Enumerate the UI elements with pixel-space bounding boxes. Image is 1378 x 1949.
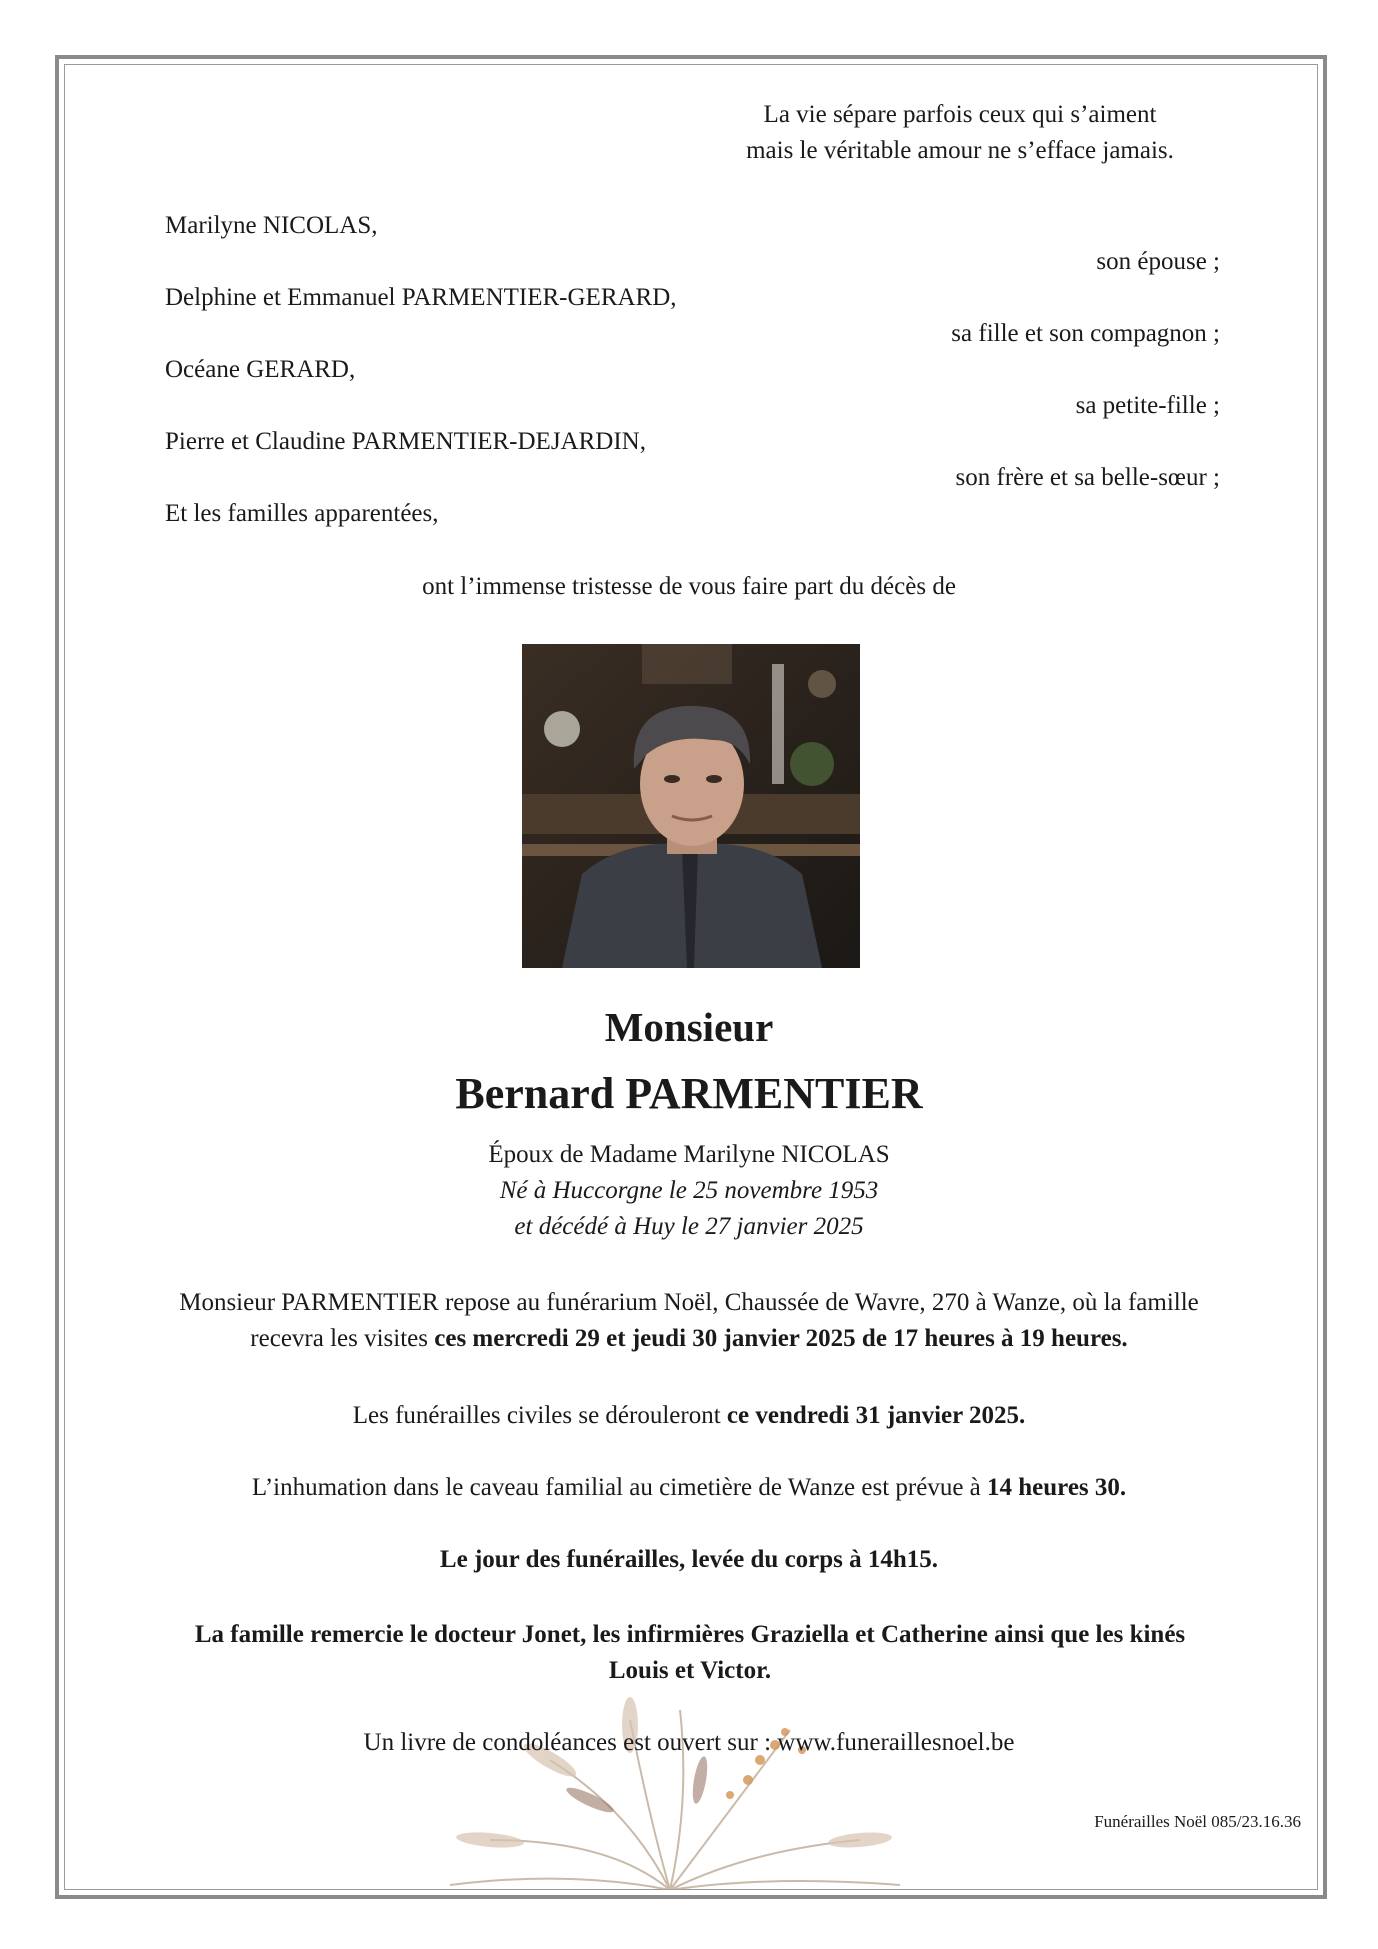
epigraph-line-2: mais le véritable amour ne s’efface jamais. (746, 137, 1174, 164)
family-name-2: Delphine et Emmanuel PARMENTIER-GERARD, (165, 284, 677, 311)
floral-decoration (430, 1690, 910, 1890)
epigraph-line-1: La vie sépare parfois ceux qui s’aiment (763, 101, 1157, 128)
rest-text: Monsieur PARMENTIER repose au funérarium Noël, Chaussée de Wavre, 270 à Wanze, où la famille recevra les visites (179, 1289, 1199, 1352)
family-role-4: son frère et sa belle-sœur ; (955, 464, 1220, 491)
family-role-2: sa fille et son compagnon ; (951, 320, 1220, 347)
funeral-date: ce vendredi 31 janvier 2025. (726, 1402, 1026, 1429)
family-name-4: Pierre et Claudine PARMENTIER-DEJARDIN, (165, 428, 646, 455)
funeral-text: Les funérailles civiles se dérouleront (352, 1402, 727, 1429)
deceased-spouse: Époux de Madame Marilyne NICOLAS (488, 1141, 890, 1168)
deceased-name: Bernard PARMENTIER (455, 1069, 923, 1118)
family-name-5: Et les familles apparentées, (165, 500, 439, 527)
announcement: ont l’immense tristesse de vous faire part du décès de (422, 573, 956, 600)
family-role-1: son épouse ; (1096, 248, 1220, 275)
thanks-paragraph: La famille remercie le docteur Jonet, les infirmières Graziella et Catherine ainsi que les kinés Louis et Victor. (194, 1621, 1186, 1684)
portrait-photo (522, 644, 860, 968)
rest-paragraph (140, 1285, 1238, 1357)
rest-visit-dates: ces mercredi 29 et jeudi 30 janvier 2025 de 17 heures à 19 heures. (434, 1325, 1128, 1352)
deceased-died: et décédé à Huy le 27 janvier 2025 (514, 1213, 864, 1240)
burial-paragraph (0, 1473, 1378, 1503)
family-name-3: Océane GERARD, (165, 356, 356, 383)
footer-contact: Funérailles Noël 085/23.16.36 (1094, 1812, 1301, 1831)
deceased-born: Né à Huccorgne le 25 novembre 1953 (499, 1177, 879, 1204)
deceased-title: Monsieur (604, 1004, 774, 1050)
funeral-paragraph (0, 1401, 1378, 1431)
burial-time: 14 heures 30. (987, 1474, 1127, 1501)
family-name-1: Marilyne NICOLAS, (165, 212, 378, 239)
burial-text: L’inhumation dans le caveau familial au cimetière de Wanze est prévue à (251, 1474, 988, 1501)
condolences-line: Un livre de condoléances est ouvert sur : www.funeraillesnoel.be (363, 1729, 1015, 1756)
family-role-3: sa petite-fille ; (1075, 392, 1220, 419)
levee-paragraph: Le jour des funérailles, levée du corps à 14h15. (439, 1546, 939, 1573)
